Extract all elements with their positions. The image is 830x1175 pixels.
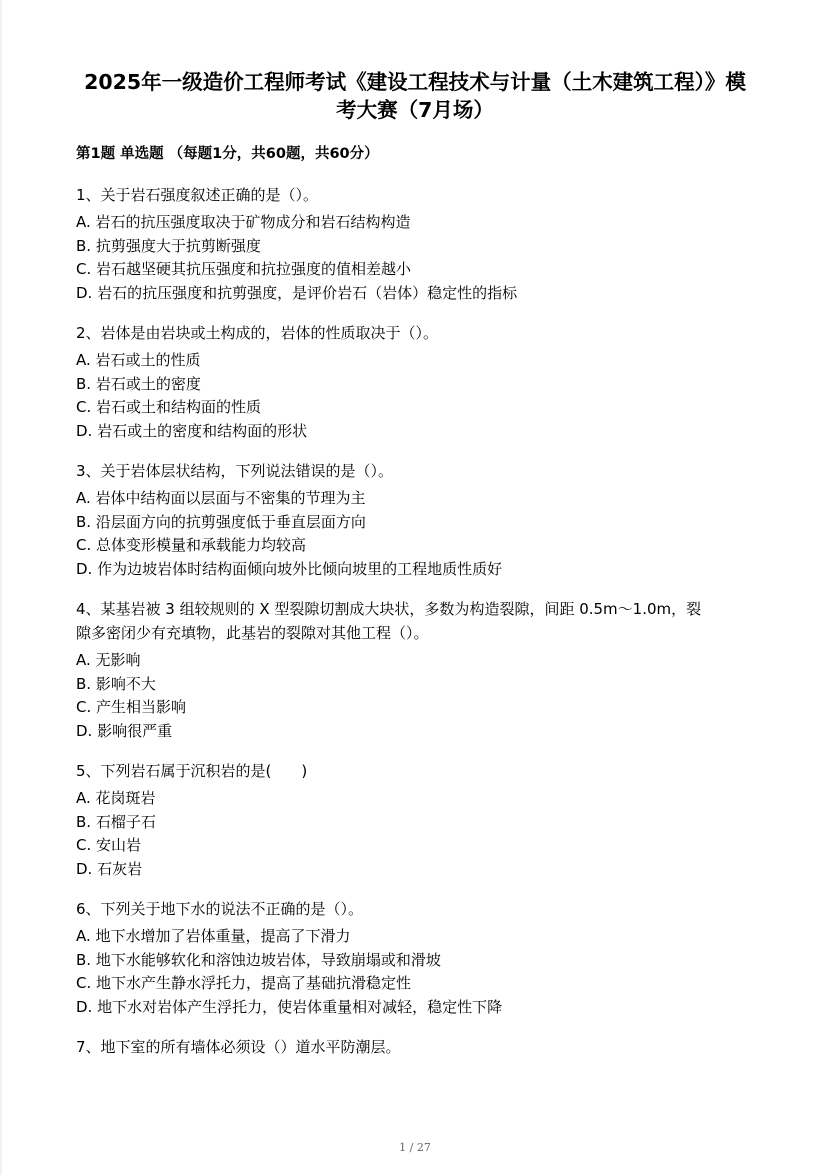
question-stem: 2、岩体是由岩块或土构成的，岩体的性质取决于（）。 bbox=[76, 324, 439, 342]
option-a[interactable]: A. 花岗斑岩 bbox=[76, 789, 156, 807]
question-stem: 6、下列关于地下水的说法不正确的是（）。 bbox=[76, 900, 364, 918]
option-c[interactable]: C. 安山岩 bbox=[76, 836, 142, 854]
option-c[interactable]: C. 岩石越坚硬其抗压强度和抗拉强度的值相差越小 bbox=[76, 260, 412, 278]
option-a[interactable]: A. 岩石的抗压强度取决于矿物成分和岩石结构构造 bbox=[76, 213, 411, 231]
option-b[interactable]: B. 地下水能够软化和溶蚀边坡岩体，导致崩塌或和滑坡 bbox=[76, 950, 441, 969]
question-stem: 7、地下室的所有墙体必须设（）道水平防潮层。 bbox=[76, 1038, 401, 1056]
option-d[interactable]: D. 影响很严重 bbox=[76, 721, 173, 740]
question-6 bbox=[76, 897, 716, 1019]
question-2 bbox=[76, 321, 716, 443]
question-4 bbox=[76, 597, 716, 743]
page-indicator: 1 / 27 bbox=[399, 1141, 431, 1154]
option-c[interactable]: C. 产生相当影响 bbox=[76, 698, 187, 716]
option-a[interactable]: A. 无影响 bbox=[76, 651, 141, 669]
question-7 bbox=[76, 1035, 716, 1063]
page-edge bbox=[0, 0, 2, 1175]
question-stem: 4、某基岩被 3 组较规则的 X 型裂隙切割成大块状，多数为构造裂隙，间距 0.5m～1.0m，裂隙多密闭少有充填物，此基岩的裂隙对其他工程（）。 bbox=[76, 600, 702, 642]
question-stem: 3、关于岩体层状结构，下列说法错误的是（）。 bbox=[76, 462, 394, 480]
document-title: 2025年一级造价工程师考试《建设工程技术与计量（土木建筑工程）》模考大赛（7月场） bbox=[84, 70, 746, 122]
question-stem: 1、关于岩石强度叙述正确的是（）。 bbox=[76, 186, 319, 204]
question-3 bbox=[76, 459, 716, 581]
section-heading: 第1题 单选题 （每题1分，共60题，共60分） bbox=[76, 146, 379, 162]
question-5 bbox=[76, 759, 716, 881]
option-b[interactable]: B. 抗剪强度大于抗剪断强度 bbox=[76, 236, 261, 255]
option-d[interactable]: D. 岩石的抗压强度和抗剪强度，是评价岩石（岩体）稳定性的指标 bbox=[76, 283, 518, 302]
option-c[interactable]: C. 岩石或土和结构面的性质 bbox=[76, 398, 262, 416]
option-a[interactable]: A. 地下水增加了岩体重量，提高了下滑力 bbox=[76, 927, 351, 945]
option-b[interactable]: B. 岩石或土的密度 bbox=[76, 374, 201, 393]
option-d[interactable]: D. 作为边坡岩体时结构面倾向坡外比倾向坡里的工程地质性质好 bbox=[76, 559, 503, 578]
question-stem: 5、下列岩石属于沉积岩的是( ) bbox=[76, 762, 308, 780]
option-a[interactable]: A. 岩体中结构面以层面与不密集的节理为主 bbox=[76, 489, 366, 507]
option-b[interactable]: B. 石榴子石 bbox=[76, 812, 156, 831]
option-b[interactable]: B. 影响不大 bbox=[76, 674, 156, 693]
option-d[interactable]: D. 地下水对岩体产生浮托力，使岩体重量相对减轻，稳定性下降 bbox=[76, 997, 503, 1016]
option-b[interactable]: B. 沿层面方向的抗剪强度低于垂直层面方向 bbox=[76, 512, 366, 531]
option-a[interactable]: A. 岩石或土的性质 bbox=[76, 351, 201, 369]
option-d[interactable]: D. 石灰岩 bbox=[76, 859, 143, 878]
option-d[interactable]: D. 岩石或土的密度和结构面的形状 bbox=[76, 421, 308, 440]
question-1 bbox=[76, 183, 716, 305]
option-c[interactable]: C. 地下水产生静水浮托力，提高了基础抗滑稳定性 bbox=[76, 974, 412, 992]
option-c[interactable]: C. 总体变形模量和承载能力均较高 bbox=[76, 536, 307, 554]
